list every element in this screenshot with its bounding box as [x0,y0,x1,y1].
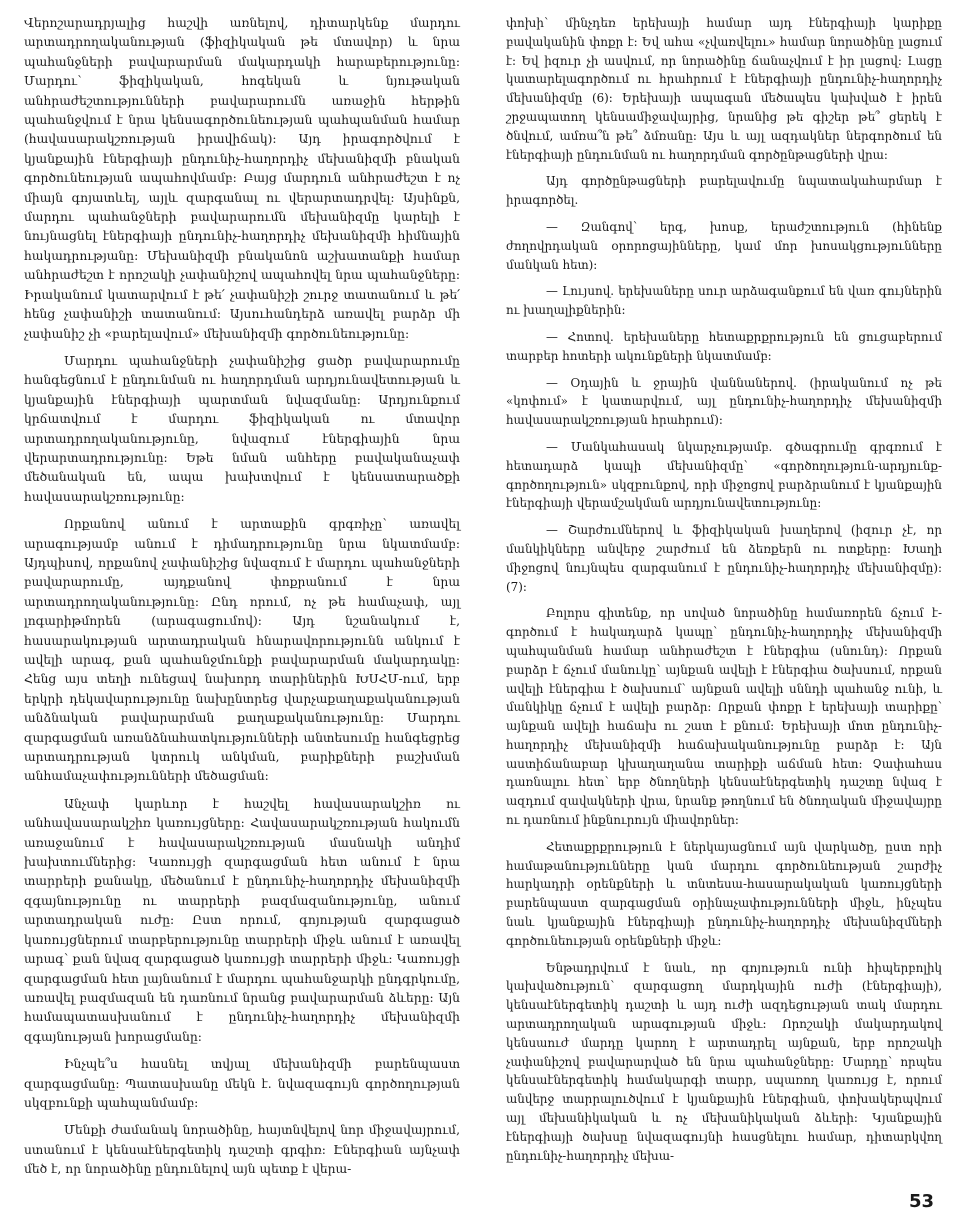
paragraph: Բոլորս գիտենք, որ սոված նորածինը համառորեն ճչում է-գործում է հակադարձ կապը՝ ընդունիչ-հաղորդիչ մեխանիզմի պահպանման համար անհրաժեշտ է էներգիա (սնունդ): Որքան բարձր է ճչում մանուկը՝ այնքան ավելի է էներգիա ծախսում, որքան ավելի էներգիա է ծախսում՝ այնքան ավելի սննդի պահանջ ունի, և մանկիկը ճչում է ավելի բարձր: Որքան փոքր է երեխայի տարիքը՝ այնքան ավելի հաճախ ու շատ է քնում: Երեխայի մոտ ընդունիչ-հաղորդիչ մեխանիզմի հաճախականությունը բարձր է: Այն աստիճանաբար կխաղաղանա տարիքի աճման հետ: Չափահաս դառնալու հետ՝ երբ ծնողների կենսաէներգետիկ դաշտը նվազ է ազդում զավակների վրա, նրանք թողնում են ծնողական միջավայրը ու դառնում ինքնուրույն միավորներ: [506,606,942,828]
left-column [24,14,460,1180]
paragraph: Վերոշարադրյալից հաշվի առնելով, դիտարկենք մարդու արտադրողականության (ֆիզիկական թե մտավոր) և նրա պահանջների բավարարման մակարդակի հարաբերությունը: Մարդու՝ ֆիզիկական, հոգեկան և նյութական անհրաժեշտությունների բավարարումն առաջին հերթին պահանջվում է նրա կենսագործունեության պահպանման համար (հավասարակշռության իրավիճակ): Այդ իրագործվում է կյանքային էներգիայի ընդունիչ-հաղորդիչ մեխանիզմի բնական գործունեության ապահովմամբ: Բայց մարդուն անհրաժեշտ է ոչ միայն գոյատևել, այլև զարգանալ ու վերարտադրվել: Այսինքն, մարդու պահանջների բավարարումն մեխանիզմը կարելի է նույնացնել էներգիայի ընդունիչ-հաղորդիչ մեխանիզմի հիմնային հակադրությանը: Մեխանիզմի բնականոն աշխատանքի համար անհրաժեշտ է որոշակի չափանիշով ապահովել նրա պահանջները: Իրականում կատարվում է թե՛ չափանիշի շուրջ տատանում և թե՛ հենց չափանիշի տատանում: Այսուհանդերձ առավել բարձր մի չափանիշ չի «բարելավում» մեխանիզմի գործունեությունը: [24,16,460,341]
right-column [506,14,942,1165]
paragraph: փոխի՝ մինչդեռ երեխայի համար այդ էներգիայի կարիքը բավականին փոքր է: Եվ ահա «չվառվելու» համար նորածինը լացում է: Եվ իզուր չի ասվում, որ նորածինը ճանաչվում է իր լացով: Լացը կատարելագործում ու հրահրում է էներգիայի ընդունիչ-հաղորդիչ մեխանիզմը (6): Երեխայի ապագան մեծապես կախված է իրեն շրջապատող կենսամիջավայրից, նրանից թե գիշեր թե՞ ցերեկ է ծնվում, ամռա՞ն թե՞ ձմռանը: Այս և այլ ազդակներ ներգործում են էներգիայի ընդունման ու հաղորդման գործընթացների վրա: [506,16,942,162]
list-item-dash: — Մանկահասակ նկարչությամբ. գծագրումը գրգռում է հետադարձ կապի մեխանիզմը՝ «գործողություն-արդյունք-գործողություն» սկզբունքով, որի միջոցով բարձրանում է կյանքային էներգիայի վերամշակման արդյունավետությունը: [506,439,942,511]
paragraph: Մարդու պահանջների չափանիշից ցածր բավարարումը հանգեցնում է ընդունման ու հաղորդման արդյունավետության և կյանքային էներգիայի պարտման նվազմանը: Արդյունքում կրճատվում է մարդու ֆիզիկական ու մտավոր արտադրողականությունը, նվազում էներգիային նրա վերարտադրությունը: Եթե նման անհերը բավականաչափ մեծանական են, ապա խախտվում է կենսատարածքի հավասարակշռությունը: [24,353,460,504]
paragraph: Ինչպե՞ս հասնել տվյալ մեխանիզմի բարենպաստ զարգացմանը: Պատասխանը մեկն է. նվազագույն գործողության սկզբունքի պահպանմամբ: [24,1057,460,1110]
list-item-dash: — Զանգով՝ երգ, խոսք, երաժշտություն (հինենք ժողովրդական օրորոցայինները, կամ մոր խոսակցությունները մանկան հետ): [506,219,942,272]
paragraph: Հետաքրքրություն է ներկայացնում այն վարկածը, ըստ որի համաթանությունները կան մարդու գործունեության շարժիչ հարկադրի օրենքների և տնտեսա-հասարակական կառույցների բարենպաստ զարգացման օրինաչափությունների միջև, ինչպես նաև կյանքային էներգիայի ընդունիչ-հաղորդիչ մեխանիզմների գործունեության օրենքների միջև: [506,839,942,948]
page-number: 53 [908,1191,934,1212]
paragraph: Մենքի ժամանակ նորածինը, հայտնվելով նոր միջավայրում, ստանում է կենսաէներգետիկ դաշտի գրգիռ: Էներգիան այնչափ մեծ է, որ նորածինը ընդունելով այն պետք է վերա- [24,1123,460,1177]
list-item-dash: — Լույսով. երեխաները սուր արձագանքում են վառ գույներին ու խաղալիքներին: [506,284,942,318]
list-item-dash: — Հոտով. երեխաները հետաքրքրություն են ցուցաբերում տարբեր հոտերի ակունքների նկատմամբ: [506,329,942,363]
paragraph: Այդ գործընթացների բարելավումը նպատակահարմար է իրագործել. [506,174,942,208]
paragraph: Անչափ կարևոր է հաշվել հավասարակշիռ ու անհավասարակշիռ կառույցները: Հավասարակշռության հակումն առաջանում է հավասարակշռության մասնակի անդիմ խախտումներից: Կառույցի զարգացման հետ անում է նրա տարրերի քանակը, մեծանում է ընդունիչ-հաղորդիչ մեխանիզմի զգայնությունը ու տարրերի բազմազանությունը, անում արտադրական ուժը: Ըստ որում, գոյության զարգացած կառույցներում տարբերությունը տարրերի միջև անում է առավել արագ՝ քան նվազ զարգացած կառույցի տարրերի միջև: Կառույցի զարգացման հետ լայնանում է մարդու պահանջարկի ընդգրկումը, առավել բազմազան են դառնում նրանց բավարարման ձևերը: Այն համապատասխանում է ընդունիչ-հաղորդիչ մեխանիզմի զգայնության խորացմանը: [24,796,460,1044]
list-item-dash: — Օդային և ջրային վաննաներով. (իրականում ոչ թե «կոփում» է կատարվում, այլ ընդունիչ-հաղորդիչ մեխանիզմի հավասարակշռության հրահրում): [506,375,942,428]
list-item-dash: — Շարժումներով և ֆիզիկական խաղերով (իզուր չէ, որ մանկիկները անվերջ շարժում են ձեռքերն ու ոտքերը: Խաղի միջոցով նույնպես զարգանում է ընդունիչ-հաղորդիչ մեխանիզմը): (7): [506,523,942,594]
paragraph: Որքանով անում է արտաքին գրգռիչը՝ առավել արագությամբ անում է դիմադրությունը նրա նկատմամբ: Այդպիսով, որքանով չափանիշից նվազում է մարդու պահանջների բավարարումը, այդքանով փոքրանում է նրա արտադրողականությունը: Ընդ որում, ոչ թե համաչափ, այլ լոգարիթմորեն (արագացումով): Այդ նշանակում է, հասարակության արտադրական հնարավորությունն անկում է ավելի արագ, քան պահանջմունքի բավարարման մակարդակը: Հենց այս տեղի ունեցավ նախորդ տարիներին ԽՍՀՄ-ում, երբ երկրի դեկավարությունը նախընտրեց վարչաքաղաքականության անձնական բավարարման քաղաքականությունը: Մարդու զարգացման առանձնահատկությունների անտեսումը հանգեցրեց արտադրության կտրուկ անկման, բարիքների բաշխման անհամաչափությունների մեծացման: [24,517,460,784]
paragraph: Ենթադրվում է նաև, որ գոյություն ունի հիպերբոլիկ կախվածություն՝ զարգացող մարդկային ուժի (էներգիայի), կենսաէներգետիկ դաշտի և այդ ուժի ազդեցության տակ մարդու արտադրողական արագության միջև: Որոշակի մակարդակով կենսաուժ մարդը կարող է արտադրել այնքան, երբ որոշակի չափանիշով բավարարված են նրա պահանջները: Մարդը՝ որպես կենսաէներգետիկ համակարգի տարր, սպառող կառույց է, որում անվերջ տարրալուծվում է կյանքային էներգիան, փոխակերպվում այլ մեխանիկական և ոչ մեխանիկական ձևերի: Կյանքային էներգիայի ծախսը նվազագույնի հասցնելու համար, դիտարկվող ընդունիչ-հաղորդիչ մեխա- [506,960,942,1163]
